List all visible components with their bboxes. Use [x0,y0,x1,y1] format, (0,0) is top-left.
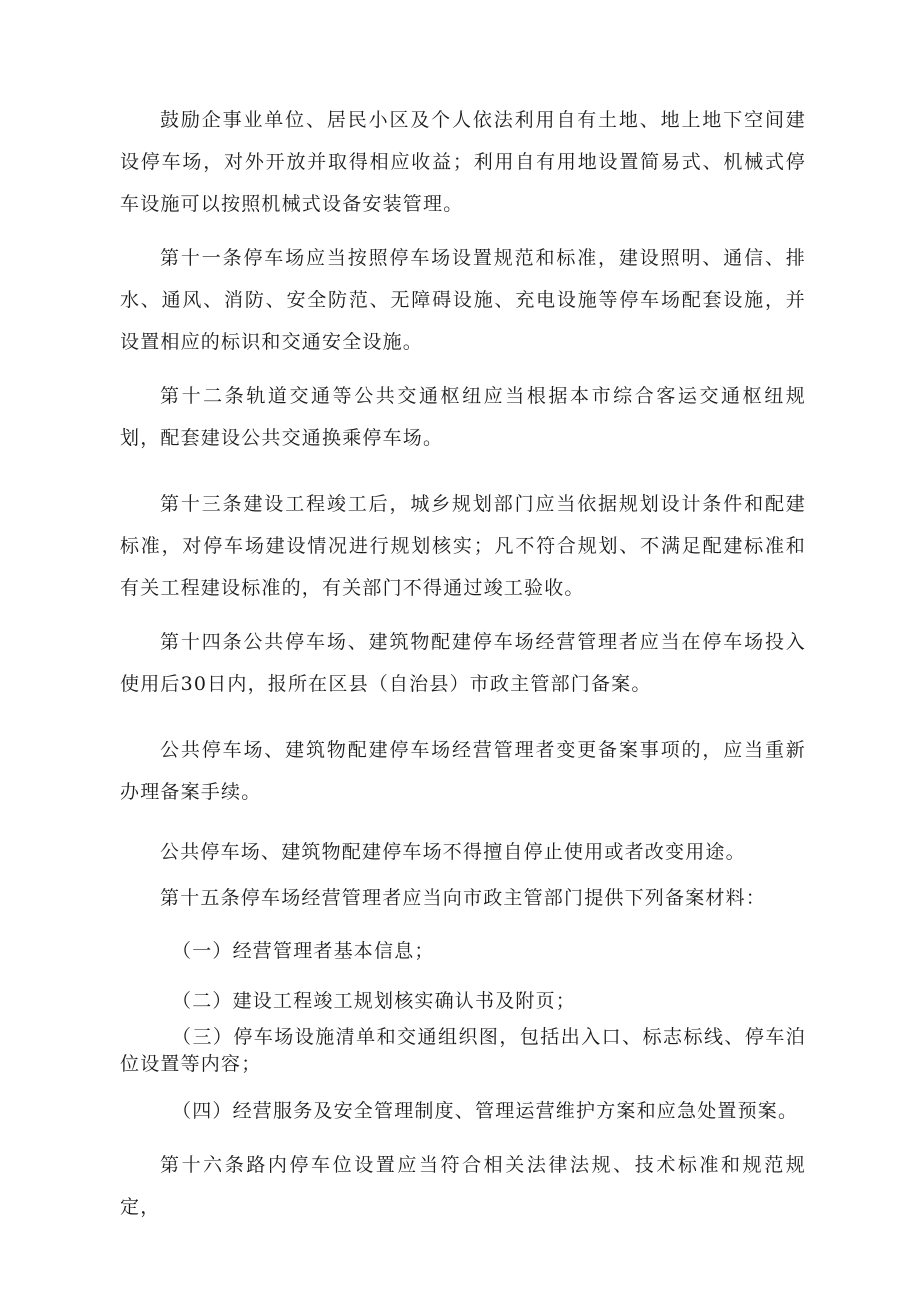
paragraph-article-14: 第十四条公共停车场、建筑物配建停车场经营管理者应当在停车场投入使用后30日内，报所在区县（自治县）市政主管部门备案。 [120,631,806,695]
paragraph-no-unauthorized-change: 公共停车场、建筑物配建停车场不得擅自停止使用或者改变用途。 [160,841,746,863]
paragraph-filing-change: 公共停车场、建筑物配建停车场经营管理者变更备案事项的，应当重新办理备案手续。 [120,739,806,803]
paragraph-article-11: 第十一条停车场应当按照停车场设置规范和标准，建设照明、通信、排水、通风、消防、安全防范、无障碍设施、充电设施等停车场配套设施，并设置相应的标识和交通安全设施。 [120,247,806,353]
paragraph-encourage-parking: 鼓励企事业单位、居民小区及个人依法利用自有土地、地上地下空间建设停车场，对外开放并取得相应收益；利用自有用地设置简易式、机械式停车设施可以按照机械式设备安装管理。 [120,109,806,215]
list-item-1: （一）经营管理者基本信息； [172,940,435,962]
list-item-2: （二）建设工程竣工规划核实确认书及附页； [172,990,577,1012]
paragraph-article-15: 第十五条停车场经营管理者应当向市政主管部门提供下列备案材料： [160,887,767,909]
list-item-3: （三）停车场设施清单和交通组织图，包括出入口、标志标线、停车泊位设置等内容； [120,1026,806,1075]
paragraph-article-16: 第十六条路内停车位设置应当符合相关法律法规、技术标准和规范规定， [120,1154,806,1218]
list-item-4: （四）经营服务及安全管理制度、管理运营维护方案和应急处置预案。 [172,1100,799,1122]
paragraph-article-12: 第十二条轨道交通等公共交通枢纽应当根据本市综合客运交通枢纽规划，配套建设公共交通换乘停车场。 [120,385,806,449]
paragraph-article-13: 第十三条建设工程竣工后，城乡规划部门应当依据规划设计条件和配建标准，对停车场建设情况进行规划核实；凡不符合规划、不满足配建标准和有关工程建设标准的，有关部门不得通过竣工验收。 [120,493,806,599]
